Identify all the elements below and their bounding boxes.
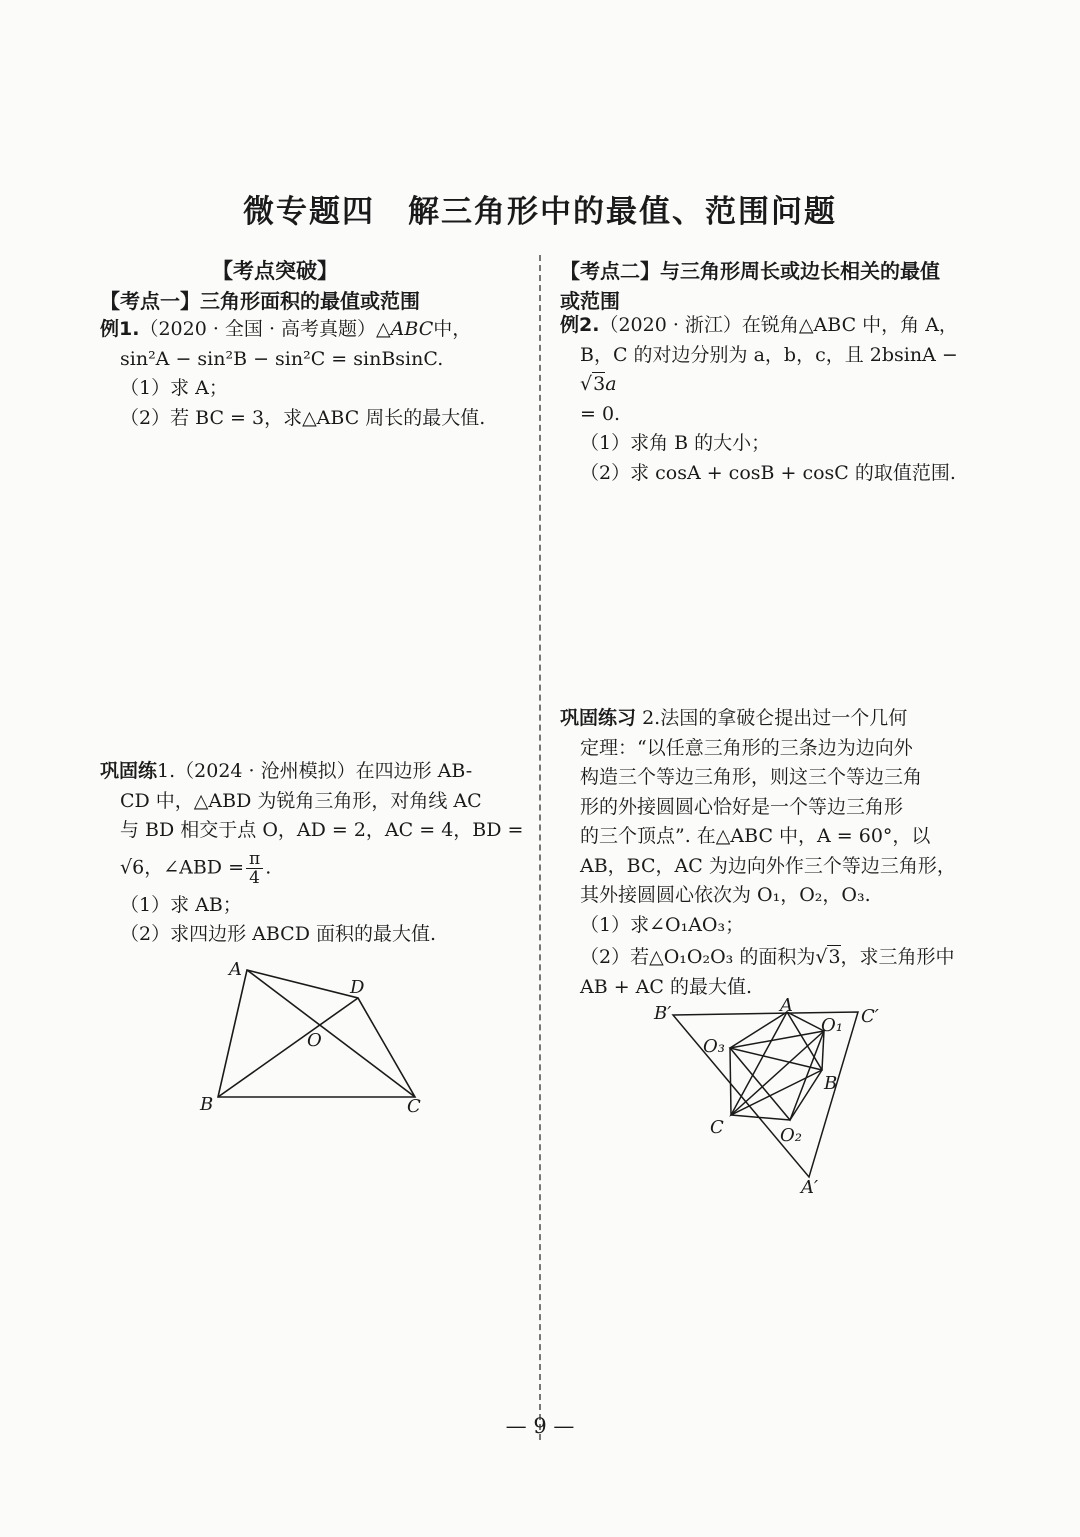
example-2-line-3: = 0. xyxy=(580,402,621,425)
pi-over-4-fraction: $\frac{\pi}{4}$ xyxy=(246,850,263,887)
fig2-label-o1: O₁ xyxy=(821,1015,843,1036)
fig2-label-o2: O₂ xyxy=(780,1125,802,1146)
practice-1-question-1: （1）求 AB； xyxy=(120,893,242,916)
example-1-stem-pre: △ xyxy=(376,318,391,340)
page-title: 微专题四 解三角形中的最值、范围问题 xyxy=(243,194,837,230)
example-1-question-1: （1）求 A； xyxy=(120,377,228,399)
example-1-stem-post: 中， xyxy=(433,318,472,340)
fig1-label-b: B xyxy=(200,1094,214,1115)
fig1-label-o: O xyxy=(307,1030,322,1051)
example-2-question-2: （2）求 cosA + cosB + cosC 的取值范围. xyxy=(580,461,956,484)
fig2-label-b: B xyxy=(824,1073,838,1094)
example-2-question-1: （1）求角 B 的大小； xyxy=(580,432,771,454)
practice-1-label: 巩固练 xyxy=(100,760,158,782)
practice-2-line-4: 形的外接圆圆心恰好是一个等边三角形 xyxy=(580,795,904,818)
fig2-label-c-prime: C′ xyxy=(861,1006,879,1027)
example-1-stem-abc: ABC xyxy=(390,318,434,340)
practice-2: 巩固练习 2.法国的拿破仑提出过一个几何 定理：“以任意三角形的三条边为边向外 构造三个等边三角形，则这三个等边三角 形的外接圆圆心恰好是一个等边三角形 的三个顶点”. 在△ABC 中，A = 60°，以 AB，BC，AC 为边向外作三个等边三角形， 其外接圆圆心依次为 O₁，O₂，O₃. （1）求∠O₁AO₃； （2）若△O₁O₂O₃ 的面积为√3，求三角形中 AB + AC 的最大值. xyxy=(560,704,985,1002)
practice-1-line-1: 在四边形 AB- xyxy=(355,760,473,782)
practice-2-line-5: 的三个顶点”. 在△ABC 中，A = 60°，以 xyxy=(580,825,931,847)
fig1-label-a: A xyxy=(229,959,242,980)
example-2-line-2: B，C 的对边分别为 a，b，c，且 2bsinA − xyxy=(580,343,958,366)
practice-2-question-2-line-2: AB + AC 的最大值. xyxy=(580,975,753,998)
example-1-label: 例1. xyxy=(100,318,140,340)
kaodian-2-heading: 【考点二】与三角形周长或边长相关的最值 或范围 xyxy=(560,259,940,313)
practice-1-source: （2024 · 沧州模拟） xyxy=(175,760,356,782)
practice-1-question-2: （2）求四边形 ABCD 面积的最大值. xyxy=(120,923,437,945)
practice-2-line-3: 构造三个等边三角形，则这三个等边三角 xyxy=(580,766,923,788)
practice-2-line-1: 法国的拿破仑提出过一个几何 xyxy=(660,707,908,729)
example-1-question-2: （2）若 BC = 3，求△ABC 周长的最大值. xyxy=(120,406,486,429)
fig2-label-b-prime: B′ xyxy=(654,1003,672,1024)
kaodian-1-heading: 【考点一】三角形面积的最值或范围 xyxy=(100,289,420,313)
fig2-label-o3: O₃ xyxy=(703,1036,725,1057)
practice-2-question-1: （1）求∠O₁AO₃； xyxy=(580,913,745,936)
practice-2-line-2: 定理：“以任意三角形的三条边为边向外 xyxy=(580,736,913,759)
practice-2-number: 2. xyxy=(642,707,661,729)
practice-1-number: 1. xyxy=(157,760,176,782)
column-divider xyxy=(539,255,541,1440)
practice-1-line-4-pre: 6，∠ABD = xyxy=(132,856,244,878)
practice-1: 巩固练1.（2024 · 沧州模拟）在四边形 AB- CD 中，△ABD 为锐角三角形，对角线 AC 与 BD 相交于点 O，AD = 2，AC = 4，BD = √6，∠ABD = $\frac{\pi}{4}$ . （1）求 AB； （2）求四边形 ABCD 面积的最大值. xyxy=(100,757,525,950)
practice-2-label: 巩固练习 xyxy=(560,707,637,729)
example-1-equation: sin²A − sin²B − sin²C = sinBsinC. xyxy=(120,347,444,370)
page-number: — 9 — xyxy=(505,1414,575,1438)
example-1-source: （2020 · 全国 · 高考真题） xyxy=(139,318,377,340)
section-heading: 【考点突破】 xyxy=(212,259,338,283)
fig2-label-a: A xyxy=(780,995,793,1016)
fig2-label-a-prime: A′ xyxy=(801,1177,819,1198)
example-2-label: 例2. xyxy=(560,314,600,336)
fig1-label-c: C xyxy=(407,1096,421,1117)
practice-2-line-6: AB，BC，AC 为边向外作三个等边三角形， xyxy=(580,854,956,877)
practice-2-line-7: 其外接圆圆心依次为 O₁，O₂，O₃. xyxy=(580,884,871,906)
example-1 xyxy=(100,315,520,433)
example-2: 例2.（2020 · 浙江）在锐角△ABC 中，角 A， B，C 的对边分别为 a，b，c，且 2bsinA − √3a = 0. （1）求角 B 的大小； （2）求 cosA + cosB + cosC 的取值范围. xyxy=(560,311,985,488)
fig1-label-d: D xyxy=(350,977,365,998)
fig2-label-c: C xyxy=(710,1117,724,1138)
example-2-line-1: （2020 · 浙江）在锐角△ABC 中，角 A， xyxy=(599,314,958,336)
practice-1-line-2: CD 中，△ABD 为锐角三角形，对角线 AC xyxy=(120,789,482,812)
practice-1-line-3: 与 BD 相交于点 O，AD = 2，AC = 4，BD = xyxy=(120,819,524,841)
